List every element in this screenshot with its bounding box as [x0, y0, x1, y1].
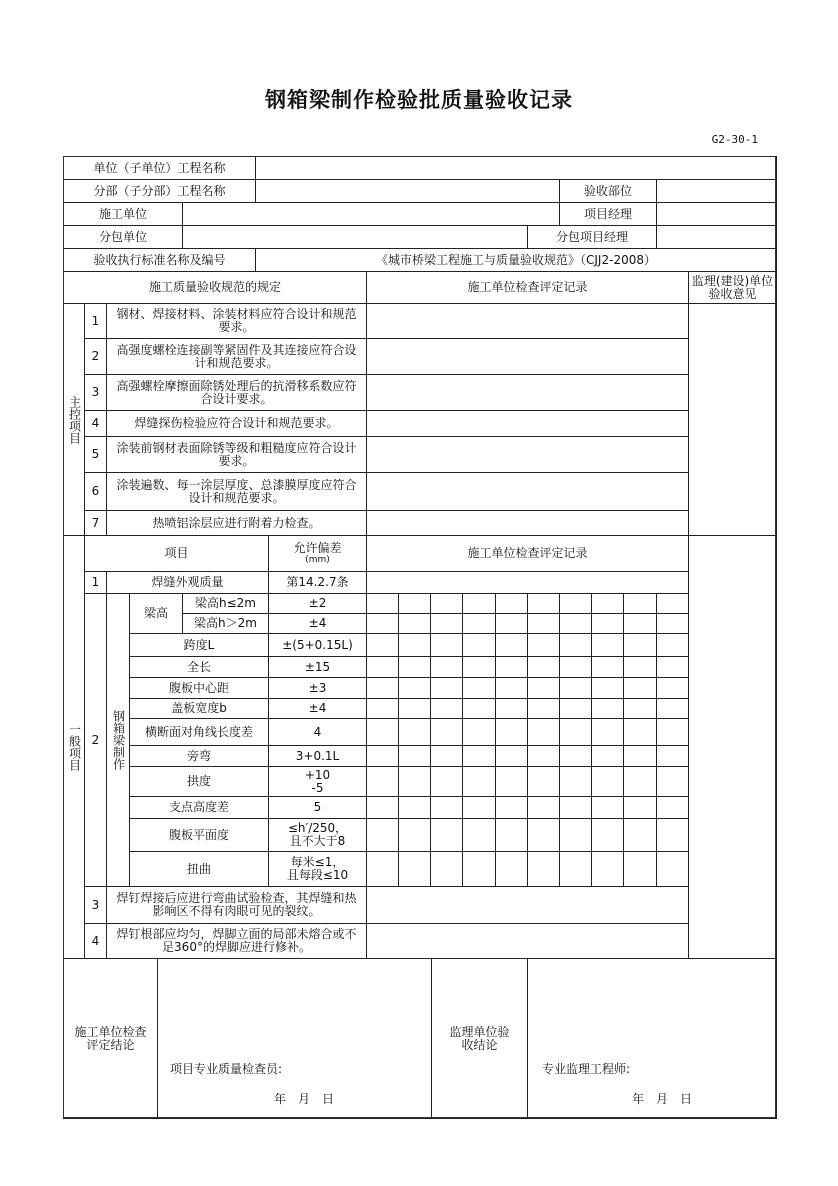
measurement-cell[interactable] — [527, 677, 560, 699]
measurement-cell[interactable] — [398, 613, 431, 634]
acceptance-part-field[interactable] — [656, 179, 777, 203]
sub-pm-label — [527, 225, 657, 249]
standard-value-text: 《城市桥梁工程施工与质量验收规范》（CJJ2-2008） — [376, 252, 656, 267]
measurement-cell[interactable] — [623, 818, 657, 852]
measurement-cell[interactable] — [366, 718, 399, 746]
measurement-cell[interactable] — [366, 633, 399, 657]
general-item-name — [106, 571, 269, 594]
spec-header-text: 施工质量验收规范的规定 — [148, 280, 281, 294]
measurement-cell[interactable] — [462, 745, 496, 767]
measurement-cell[interactable] — [398, 796, 431, 819]
measurement-cell[interactable] — [656, 796, 689, 819]
date-label-2: 年 月 日 — [632, 1092, 693, 1106]
measurement-cell[interactable] — [591, 593, 624, 614]
measurement-cell[interactable] — [398, 818, 431, 852]
measurement-cell[interactable] — [559, 796, 592, 819]
sub-project-field[interactable] — [255, 179, 560, 203]
measurement-cell[interactable] — [366, 796, 399, 819]
general-item-name-text: 焊缝外观质量 — [151, 575, 224, 589]
check-item-tolerance — [268, 818, 367, 852]
check-item-name-text: 旁弯 — [186, 748, 211, 763]
check-item-tolerance-text: 5 — [313, 800, 322, 814]
main-item-record[interactable] — [366, 338, 689, 375]
main-item-spec — [106, 510, 367, 536]
measurement-cell[interactable] — [462, 766, 496, 797]
measurement-cell[interactable] — [527, 745, 560, 767]
general-item-no-text: 1 — [91, 575, 100, 589]
measurement-cell[interactable] — [462, 718, 496, 746]
measurement-cell[interactable] — [656, 766, 689, 797]
measurement-cell[interactable] — [527, 698, 560, 719]
general-record-header-text: 施工单位检查评定记录 — [467, 546, 588, 560]
main-item-no-text: 6 — [91, 484, 100, 498]
measurement-cell[interactable] — [430, 745, 463, 767]
measurement-cell[interactable] — [366, 851, 399, 887]
contractor-label — [63, 202, 183, 226]
main-item-spec-text: 涂装前钢材表面除锈等级和粗糙度应符合设计要求。 — [116, 440, 357, 468]
measurement-cell[interactable] — [623, 745, 657, 767]
measurement-cell[interactable] — [527, 766, 560, 797]
measurement-cell[interactable] — [398, 633, 431, 657]
check-item-tolerance — [268, 613, 367, 634]
item-header-text: 项目 — [164, 546, 189, 560]
measurement-cell[interactable] — [430, 698, 463, 719]
measurement-cell[interactable] — [656, 851, 689, 887]
measurement-cell[interactable] — [430, 851, 463, 887]
general-item-record[interactable] — [366, 886, 689, 924]
measurement-cell[interactable] — [559, 851, 592, 887]
contractor-conclusion-label — [63, 958, 158, 1119]
check-item-tolerance-text: 3+0.1L — [295, 748, 340, 763]
measurement-cell[interactable] — [398, 851, 431, 887]
measurement-cell[interactable] — [366, 613, 399, 634]
spec-header — [63, 271, 367, 304]
measurement-cell[interactable] — [559, 593, 592, 614]
measurement-cell[interactable] — [366, 593, 399, 614]
main-item-spec-text: 热喷铝涂层应进行附着力检查。 — [152, 515, 321, 530]
main-item-no-text: 3 — [91, 385, 100, 399]
measurement-cell[interactable] — [623, 766, 657, 797]
check-item-name — [182, 613, 269, 634]
main-item-spec-text: 钢材、焊接材料、涂装材料应符合设计和规范要求。 — [116, 307, 357, 334]
check-item-name — [129, 677, 269, 699]
check-item-tolerance-text: ±2 — [308, 596, 327, 610]
general-item-group-text: 钢箱梁制作 — [111, 710, 126, 770]
general-item-spec-text: 焊钉根部应均匀，焊脚立面的局部未熔合或不足360°的焊脚应进行修补。 — [116, 927, 357, 954]
general-item-group — [106, 593, 130, 887]
main-item-no — [84, 472, 107, 511]
main-item-spec — [106, 374, 367, 411]
measurement-cell[interactable] — [559, 818, 592, 852]
check-item-tolerance — [268, 766, 367, 797]
main-item-record[interactable] — [366, 510, 689, 536]
main-item-no — [84, 436, 107, 473]
measurement-cell[interactable] — [495, 656, 528, 678]
contractor-field[interactable] — [182, 202, 560, 226]
date-label: 年 月 日 — [274, 1092, 335, 1106]
sub-pm-field[interactable] — [656, 225, 777, 249]
measurement-cell[interactable] — [366, 677, 399, 699]
measurement-cell[interactable] — [656, 677, 689, 699]
check-item-name-text: 支点高度差 — [168, 800, 229, 814]
check-item-tolerance — [268, 656, 367, 678]
measurement-cell[interactable] — [656, 613, 689, 634]
measurement-cell[interactable] — [495, 745, 528, 767]
main-item-no — [84, 338, 107, 375]
main-item-record[interactable] — [366, 472, 689, 511]
supervisor-header-text: 监理(建设)单位验收意见 — [691, 273, 774, 301]
check-item-name-text: 腹板平面度 — [168, 827, 229, 842]
main-item-spec — [106, 436, 367, 473]
sub-project-label-text: 分部（子分部）工程名称 — [93, 183, 226, 198]
general-item-spec — [106, 923, 367, 959]
measurement-cell[interactable] — [656, 718, 689, 746]
measurement-cell[interactable] — [430, 766, 463, 797]
measurement-cell[interactable] — [462, 677, 496, 699]
check-item-name-text: 横断面对角线长度差 — [144, 724, 253, 739]
main-item-spec-text: 高强螺栓摩擦面除锈处理后的抗滑移系数应符合设计要求。 — [116, 378, 357, 406]
check-item-name-text: 拱度 — [186, 774, 211, 788]
measurement-cell[interactable] — [623, 851, 657, 887]
measurement-cell[interactable] — [623, 698, 657, 719]
main-item-no — [84, 303, 107, 339]
main-item-no — [84, 374, 107, 411]
standard-label — [63, 248, 256, 272]
check-item-tolerance — [268, 796, 367, 819]
measurement-cell[interactable] — [366, 745, 399, 767]
measurement-cell[interactable] — [591, 766, 624, 797]
measurement-cell[interactable] — [559, 718, 592, 746]
measurement-cell[interactable] — [398, 593, 431, 614]
measurement-cell[interactable] — [623, 593, 657, 614]
check-item-name — [129, 851, 269, 887]
measurement-cell[interactable] — [591, 851, 624, 887]
check-item-name-text: 跨度L — [183, 637, 215, 652]
measurement-cell[interactable] — [430, 718, 463, 746]
main-item-no-text: 4 — [91, 416, 100, 430]
measurement-cell[interactable] — [462, 698, 496, 719]
main-item-record[interactable] — [366, 374, 689, 411]
supervisor-header — [688, 271, 777, 304]
check-item-name — [129, 766, 269, 797]
general-item-record[interactable] — [366, 571, 689, 594]
measurement-cell[interactable] — [495, 851, 528, 887]
beam-height-label-text: 梁高 — [143, 606, 168, 620]
record-header — [366, 271, 689, 304]
measurement-cell[interactable] — [559, 745, 592, 767]
measurement-cell[interactable] — [462, 818, 496, 852]
measurement-cell[interactable] — [527, 633, 560, 657]
measurement-cell[interactable] — [398, 656, 431, 678]
measurement-cell[interactable] — [462, 796, 496, 819]
check-item-tolerance-text: ±15 — [304, 659, 331, 674]
measurement-cell[interactable] — [462, 851, 496, 887]
supervisor-conclusion-field[interactable] — [527, 958, 777, 1119]
measurement-cell[interactable] — [430, 818, 463, 852]
check-item-tolerance-text: +10 -5 — [304, 767, 331, 795]
measurement-cell[interactable] — [398, 698, 431, 719]
check-item-tolerance — [268, 698, 367, 719]
general-item-no-text: 3 — [91, 897, 100, 912]
measurement-cell[interactable] — [656, 745, 689, 767]
main-item-spec — [106, 472, 367, 511]
beam-height-label — [129, 593, 183, 634]
measurement-cell[interactable] — [462, 656, 496, 678]
measurement-cell[interactable] — [495, 633, 528, 657]
measurement-cell[interactable] — [591, 698, 624, 719]
general-item-spec — [106, 886, 367, 924]
general-item-tolerance-text: 第14.2.7条 — [286, 575, 349, 589]
measurement-cell[interactable] — [430, 633, 463, 657]
supervisor-conclusion-label-text: 监理单位验收结论 — [449, 1024, 510, 1052]
measurement-cell[interactable] — [623, 633, 657, 657]
subcontractor-field[interactable] — [182, 225, 528, 249]
measurement-cell[interactable] — [430, 593, 463, 614]
measurement-cell[interactable] — [591, 745, 624, 767]
main-item-record[interactable] — [366, 303, 689, 339]
project-manager-field[interactable] — [656, 202, 777, 226]
tolerance-unit: (mm) — [305, 555, 330, 565]
check-item-tolerance-text: ±4 — [308, 701, 327, 715]
check-item-name-text: 梁高h≤2m — [195, 596, 256, 610]
main-item-no-text: 2 — [91, 349, 100, 363]
measurement-cell[interactable] — [591, 718, 624, 746]
contractor-label-text: 施工单位 — [98, 206, 147, 221]
measurement-cell[interactable] — [591, 677, 624, 699]
measurement-cell[interactable] — [462, 593, 496, 614]
measurement-cell[interactable] — [527, 796, 560, 819]
measurement-cell[interactable] — [527, 593, 560, 614]
measurement-cell[interactable] — [430, 796, 463, 819]
measurement-cell[interactable] — [398, 766, 431, 797]
measurement-cell[interactable] — [495, 613, 528, 634]
main-items-label-text: 主控项目 — [67, 395, 82, 444]
general-items-supervisor-opinion[interactable] — [688, 535, 777, 959]
measurement-cell[interactable] — [656, 593, 689, 614]
measurement-cell[interactable] — [559, 677, 592, 699]
measurement-cell[interactable] — [623, 677, 657, 699]
check-item-name-text: 扭曲 — [186, 861, 211, 876]
measurement-cell[interactable] — [495, 818, 528, 852]
measurement-cell[interactable] — [559, 766, 592, 797]
inspector-label: 项目专业质量检查员: — [170, 1062, 283, 1076]
sub-project-label — [63, 179, 256, 203]
main-items-supervisor-opinion[interactable] — [688, 303, 777, 536]
check-item-name — [129, 796, 269, 819]
general-item-record[interactable] — [366, 923, 689, 959]
main-item-spec — [106, 338, 367, 375]
measurement-cell[interactable] — [430, 677, 463, 699]
main-item-no — [84, 510, 107, 536]
subcontractor-label-text: 分包单位 — [98, 229, 147, 244]
measurement-cell[interactable] — [656, 656, 689, 678]
main-item-record[interactable] — [366, 436, 689, 473]
measurement-cell[interactable] — [559, 656, 592, 678]
measurement-cell[interactable] — [398, 718, 431, 746]
check-item-tolerance-text: ±(5+0.15L) — [282, 637, 353, 652]
tolerance-header — [268, 535, 367, 572]
measurement-cell[interactable] — [623, 796, 657, 819]
measurement-cell[interactable] — [366, 698, 399, 719]
measurement-cell[interactable] — [430, 656, 463, 678]
main-item-spec — [106, 410, 367, 437]
main-item-spec-text: 涂装遍数、每一涂层厚度、总漆膜厚度应符合设计和规范要求。 — [116, 477, 357, 505]
main-item-no-text: 5 — [91, 447, 100, 461]
check-item-name — [129, 745, 269, 767]
measurement-cell[interactable] — [559, 633, 592, 657]
record-header-text: 施工单位检查评定记录 — [467, 280, 588, 294]
unit-project-label — [63, 156, 256, 180]
main-item-no — [84, 410, 107, 437]
form-code: G2-30-1 — [711, 133, 758, 146]
engineer-label: 专业监理工程师: — [542, 1062, 631, 1076]
check-item-name-text: 腹板中心距 — [168, 680, 229, 695]
general-item-no-text: 2 — [91, 732, 100, 747]
measurement-cell[interactable] — [591, 613, 624, 634]
supervisor-conclusion-label — [431, 958, 528, 1119]
check-item-name — [129, 818, 269, 852]
general-record-header — [366, 535, 689, 572]
general-item-spec-text: 焊钉焊接后应进行弯曲试验检查，其焊缝和热影响区不得有肉眼可见的裂纹。 — [116, 891, 357, 918]
measurement-cell[interactable] — [623, 718, 657, 746]
measurement-cell[interactable] — [623, 613, 657, 634]
measurement-cell[interactable] — [656, 698, 689, 719]
contractor-conclusion-field[interactable] — [157, 958, 432, 1119]
main-item-spec-text: 焊缝探伤检验应符合设计和规范要求。 — [134, 416, 339, 430]
check-item-tolerance — [268, 851, 367, 887]
measurement-cell[interactable] — [656, 633, 689, 657]
measurement-cell[interactable] — [527, 818, 560, 852]
check-item-tolerance-text: 4 — [313, 724, 322, 739]
measurement-cell[interactable] — [495, 718, 528, 746]
sub-pm-label-text: 分包项目经理 — [555, 229, 628, 244]
measurement-cell[interactable] — [527, 613, 560, 634]
main-item-record[interactable] — [366, 410, 689, 437]
measurement-cell[interactable] — [398, 745, 431, 767]
check-item-tolerance — [268, 677, 367, 699]
contractor-conclusion-label-text: 施工单位检查评定结论 — [74, 1024, 147, 1052]
check-item-tolerance — [268, 633, 367, 657]
main-item-no-text: 7 — [91, 515, 100, 530]
unit-project-label-text: 单位（子单位）工程名称 — [93, 160, 226, 175]
measurement-cell[interactable] — [495, 677, 528, 699]
page-title: 钢箱梁制作检验批质量验收记录 — [265, 88, 573, 112]
check-item-tolerance — [268, 745, 367, 767]
check-item-name — [129, 633, 269, 657]
general-item-no — [84, 886, 107, 924]
measurement-cell[interactable] — [495, 766, 528, 797]
check-item-name-text: 梁高h＞2m — [194, 616, 257, 630]
general-items-label-text: 一般项目 — [67, 723, 82, 771]
acceptance-part-label-text: 验收部位 — [583, 183, 632, 198]
main-item-spec-text: 高强度螺栓连接副等紧固件及其连接应符合设计和规范要求。 — [116, 342, 357, 370]
tolerance-header-text: 允许偏差 — [293, 541, 342, 555]
general-item-no — [84, 923, 107, 959]
general-item-tolerance — [268, 571, 367, 594]
measurement-cell[interactable] — [398, 677, 431, 699]
general-item-no — [84, 571, 107, 594]
measurement-cell[interactable] — [591, 818, 624, 852]
main-item-no-text: 1 — [91, 313, 100, 328]
general-items-label — [63, 535, 85, 959]
check-item-name — [182, 593, 269, 614]
check-item-tolerance — [268, 593, 367, 614]
main-item-spec — [106, 303, 367, 339]
check-item-name-text: 盖板宽度b — [171, 701, 227, 715]
measurement-cell[interactable] — [623, 656, 657, 678]
unit-project-field[interactable] — [255, 156, 777, 180]
general-item-no-text: 4 — [91, 933, 100, 948]
measurement-cell[interactable] — [527, 851, 560, 887]
check-item-tolerance-text: 每米≤1， 且每段≤10 — [286, 855, 349, 882]
measurement-cell[interactable] — [462, 633, 496, 657]
measurement-cell[interactable] — [559, 698, 592, 719]
item-header — [84, 535, 269, 572]
measurement-cell[interactable] — [559, 613, 592, 634]
standard-value — [255, 248, 777, 272]
measurement-cell[interactable] — [527, 656, 560, 678]
measurement-cell[interactable] — [366, 766, 399, 797]
measurement-cell[interactable] — [366, 818, 399, 852]
measurement-cell[interactable] — [430, 613, 463, 634]
measurement-cell[interactable] — [656, 818, 689, 852]
measurement-cell[interactable] — [495, 698, 528, 719]
main-items-label — [63, 303, 85, 536]
check-item-name — [129, 718, 269, 746]
measurement-cell[interactable] — [591, 796, 624, 819]
measurement-cell[interactable] — [495, 593, 528, 614]
measurement-cell[interactable] — [527, 718, 560, 746]
measurement-cell[interactable] — [495, 796, 528, 819]
standard-label-text: 验收执行标准名称及编号 — [93, 252, 226, 267]
measurement-cell[interactable] — [366, 656, 399, 678]
measurement-cell[interactable] — [591, 656, 624, 678]
acceptance-part-label — [559, 179, 657, 203]
check-item-tolerance-text: ±4 — [308, 616, 327, 630]
check-item-tolerance-text: ≤h′/250， 且不大于8 — [287, 821, 348, 848]
check-item-name — [129, 656, 269, 678]
check-item-tolerance-text: ±3 — [308, 680, 327, 695]
project-manager-label-text: 项目经理 — [583, 206, 632, 221]
check-item-tolerance — [268, 718, 367, 746]
general-item-no — [84, 593, 107, 887]
project-manager-label — [559, 202, 657, 226]
subcontractor-label — [63, 225, 183, 249]
measurement-cell[interactable] — [462, 613, 496, 634]
measurement-cell[interactable] — [591, 633, 624, 657]
check-item-name-text: 全长 — [186, 659, 211, 674]
check-item-name — [129, 698, 269, 719]
